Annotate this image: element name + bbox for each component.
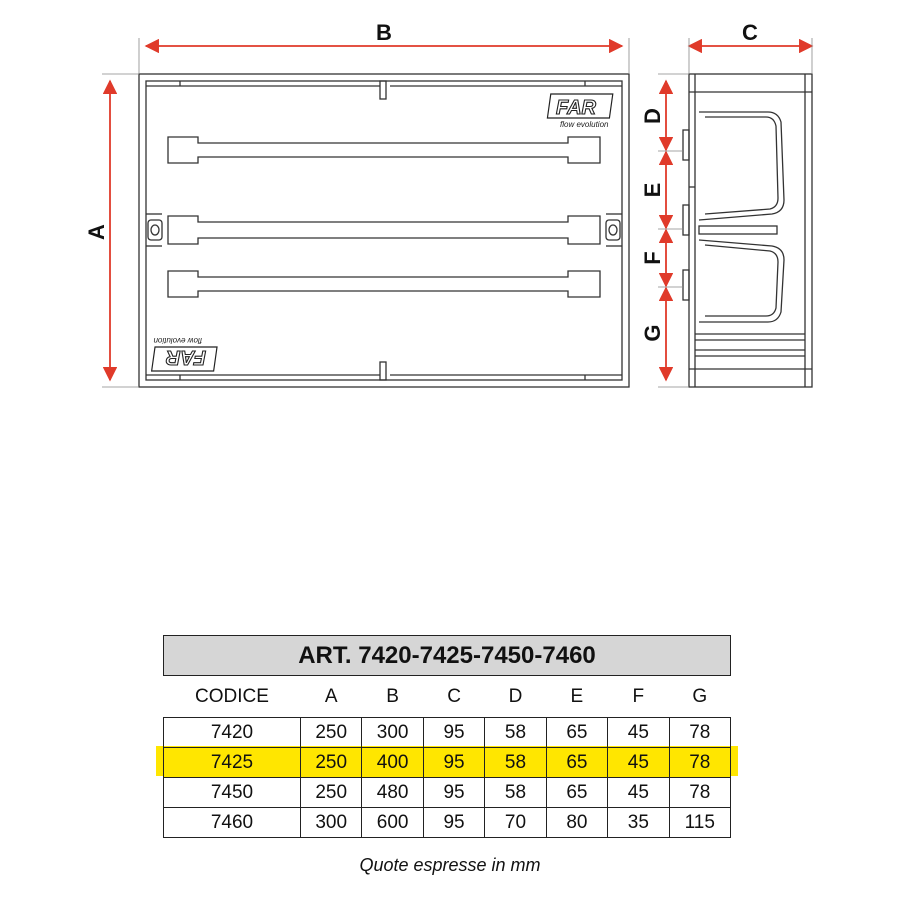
front-view [139,74,629,387]
label-c: C [742,20,758,45]
label-a: A [84,224,109,240]
table-cell: 58 [485,718,546,748]
svg-text:flow evolution: flow evolution [153,336,202,345]
table-cell: 65 [546,748,607,778]
table-cell-code: 7460 [164,808,301,838]
table-row [164,778,731,808]
header-b: B [386,685,399,707]
dimension-lines [110,46,812,380]
table-cell: 45 [608,718,669,748]
table-cell: 70 [485,808,546,838]
table-cell: 58 [485,778,546,808]
svg-text:FAR: FAR [166,346,206,368]
table-cell: 80 [546,808,607,838]
side-view [683,74,812,387]
dimensions-table [163,676,731,838]
label-f: F [640,251,665,265]
table-header-row [164,676,731,718]
table-cell: 78 [669,718,730,748]
table-cell: 250 [301,778,362,808]
header-g: G [692,685,708,707]
far-logo-top [547,94,612,129]
table-cell: 78 [669,778,730,808]
table-cell-code: 7450 [164,778,301,808]
table-cell: 45 [608,748,669,778]
header-e: E [570,685,584,707]
table-cell: 45 [608,778,669,808]
table-cell: 58 [485,748,546,778]
table-cell: 250 [301,718,362,748]
label-b: B [376,20,392,45]
header-codice: CODICE [195,685,269,707]
table-cell: 65 [546,778,607,808]
table-cell: 480 [362,778,423,808]
units-caption: Quote espresse in mm [359,855,541,875]
table-cell: 78 [669,748,730,778]
svg-text:FAR: FAR [556,97,596,119]
header-f: F [632,685,645,707]
far-logo-bottom [152,336,217,371]
table-cell: 35 [608,808,669,838]
table-cell: 600 [362,808,423,838]
table-cell: 250 [301,748,362,778]
table-cell: 400 [362,748,423,778]
label-d: D [640,108,665,124]
table-title: ART. 7420-7425-7450-7460 [163,635,731,676]
header-c: C [447,685,461,707]
svg-text:flow evolution: flow evolution [560,120,609,129]
table-cell-code: 7420 [164,718,301,748]
table-cell: 95 [423,808,484,838]
table-cell: 95 [423,778,484,808]
technical-drawing [0,0,900,420]
table-cell: 115 [669,808,730,838]
table-row [164,748,731,778]
table-cell: 95 [423,718,484,748]
table-cell: 300 [301,808,362,838]
table-cell: 95 [423,748,484,778]
spec-table [163,635,731,838]
header-a: A [324,685,338,707]
label-e: E [640,182,665,198]
table-cell-code: 7425 [164,748,301,778]
table-cell: 300 [362,718,423,748]
table-cell: 65 [546,718,607,748]
label-g: G [640,324,665,342]
header-d: D [508,685,523,707]
table-row [164,718,731,748]
table-row [164,808,731,838]
